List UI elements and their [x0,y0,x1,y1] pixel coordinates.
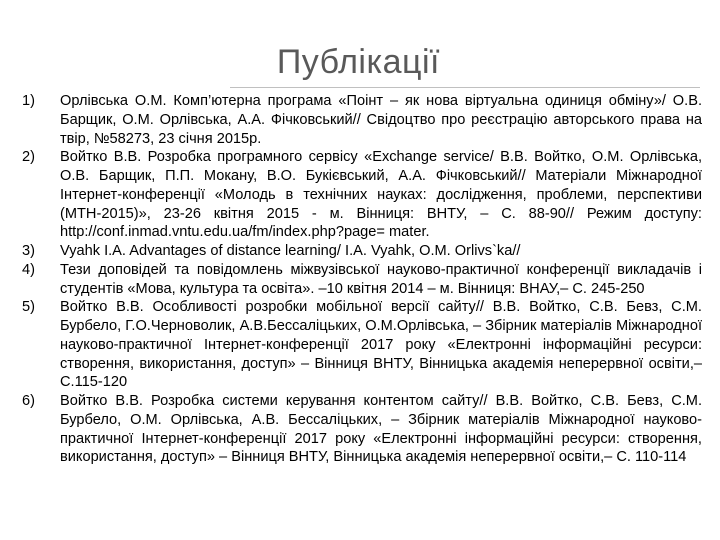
slide-title: Публікації [276,43,440,81]
publication-text: Войтко В.В. Особливості розробки мобільної версії сайту// В.В. Войтко, С.В. Бевз, С.М. Бурбело, Г.О.Черноволик, А.В.Бессаліцьких, О.М.Орлівська, – Збірник матеріалів Міжнародної науково-практичної Інтернет-конференції 2017 року «Електронні інформаційні ресурси: створення, використання, доступ» – Вінниця ВНТУ, Вінницька академія неперервної освіти,– С.115-120 [60,299,702,391]
publication-item [22,148,702,242]
publication-item [22,392,702,467]
publication-text: Войтко В.В. Розробка системи керування контентом сайту// В.В. Войтко, С.В. Бевз, С.М. Бурбело, О.М. Орлівська, А.В. Бессаліцьких, – Збірник матеріалів Міжнародної науково-практичної Інтернет-конференції 2017 року «Електронні інформаційні ресурси: створення, використання, доступ» – Вінниця ВНТУ, Вінницька академія неперервної освіти,– С. 110-114 [60,393,702,466]
publication-number: 2) [22,149,35,166]
publication-text: Орлівська О.М. Комп’ютерна програма «Поінт – як нова віртуальна одиниця обміну»/ О.В. Барщик, О.М. Орлівська, А.А. Фічковський// Свідоцтво про реєстрацію авторського права на твір, №58273, 23 січня 2015р. [60,93,702,147]
title-divider [230,87,700,88]
publication-text: Тези доповідей та повідомлень міжвузівської науково-практичної конференції викладачів і студентів «Мова, культура та освіта». –10 квітня 2014 – м. Вінниця: ВНАУ,– С. 245-250 [60,261,702,297]
publication-item [22,298,702,392]
publication-item [22,261,702,299]
publication-list [22,92,702,467]
publication-item [22,242,702,261]
publication-number: 6) [22,393,35,409]
publication-item [22,92,702,148]
publication-number: 4) [22,261,35,278]
publication-text: Войтко В.В. Розробка програмного сервісу «Exchange service/ В.В. Войтко, О.М. Орлівська, О.В. Барщик, П.П. Мокану, В.О. Букієвський, А.А. Фічковський// Матеріали Міжнародної Інтернет-конференції «Молодь в технічних науках: дослідження, проблеми, перспективи (МТН-2015)», 23-26 квітня 2015 - м. Вінниця: ВНТУ, – С. 88-90// Режим доступу: http://conf.inmad.vntu.edu.ua/fm/index.php?page= mater. [60,149,702,241]
publication-number: 5) [22,299,35,316]
publication-number: 3) [22,243,35,259]
publication-number: 1) [22,93,35,109]
publication-text: Vyahk I.A. Advantages of distance learning/ I.A. Vyahk, O.M. Orlivs`ka// [60,243,521,259]
